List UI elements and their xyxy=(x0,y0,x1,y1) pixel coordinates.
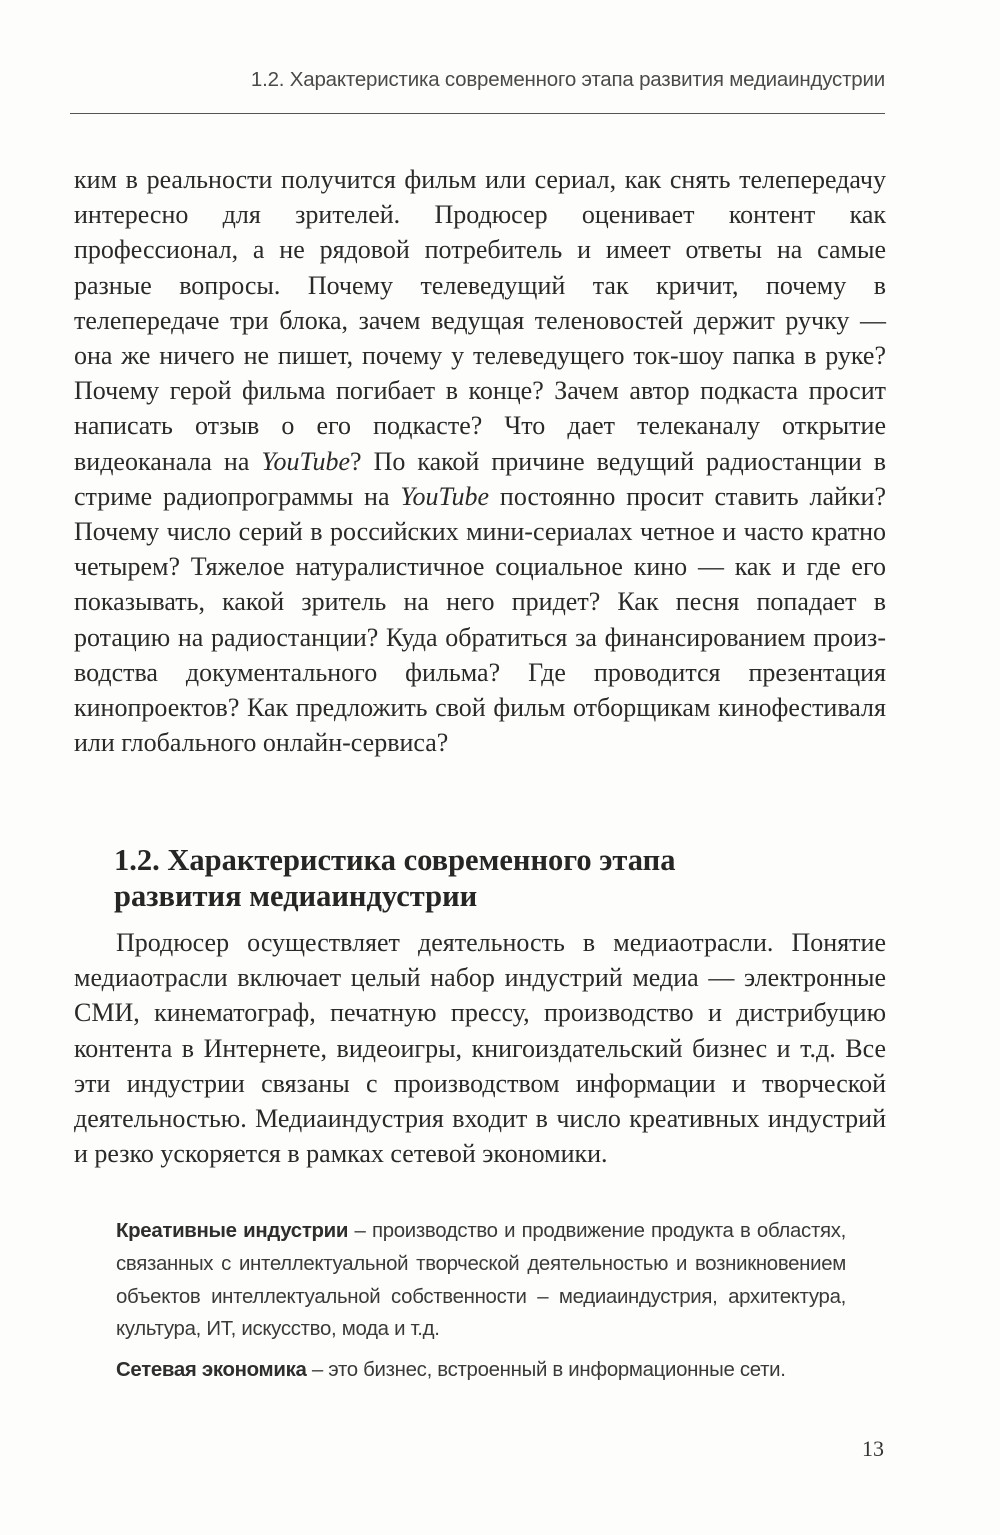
running-head: 1.2. Характеристика современного этапа развития медиаиндустрии xyxy=(250,68,885,91)
body-paragraph-2: Продюсер осуществляет деятельность в медиаотрасли. Понятие медиаотрасли включает целый набор индустрий медиа — электронные СМИ, кинематограф, печатную прессу, производство и дистрибуцию контента в Интернете, видеоигры, книгоиздательский бизнес и т.д. Все эти индустрии связаны с производством информации и творческой деятельностью. Медиаиндустрия входит в число креативных индустрий и резко ускоряется в рамках сетевой экономики. xyxy=(74,928,886,1169)
youtube-italic-1: YouTube xyxy=(261,446,351,476)
section-heading-line-1: 1.2. Характеристика современного этапа xyxy=(114,843,676,877)
page-number: 13 xyxy=(862,1436,884,1461)
definition-creative-industries xyxy=(116,1215,846,1346)
definition-text: – это бизнес, встроенный в информационные сети. xyxy=(306,1359,786,1382)
body-paragraph-1-text-c: постоянно просит ставить лайки? Почему число серий в российских мини-сериалах четное и часто кратно четырем? Тяжелое натуралистичное социальное кино — как и где его показывать, какой зритель на него придет? Как песня попадает в ротацию на радиостанции? Куда обратиться за финансированием производства документального фильма? Где проводится презентация кинопроектов? Как предложить свой фильм отборщикам кинофестиваля или глобального онлайн-сервиса? xyxy=(74,481,886,758)
definition-network-economy xyxy=(116,1354,846,1387)
body-paragraph-1-text-a: ким в реальности получится фильм или сериал, как снять телепередачу интересно для зрителей. Продюсер оценивает контент как профессионал, а не рядовой потребитель и имеет ответы на самые разные вопросы. Почему телеведущий так кричит, почему в телепередаче три блока, зачем ведущая теленовостей держит ручку — она же ничего не пишет, почему у телеведущего ток-шоу папка в руке? Почему герой фильма погибает в конце? Зачем автор подкаста просит написать отзыв о его подкасте? Что дает телеканалу открытие видеоканала на xyxy=(74,165,886,476)
section-heading-line-2: развития медиаиндустрии xyxy=(114,879,478,913)
definition-text: – производство и продвижение продукта в областях, связанных с интеллектуальной творческой деятельностью и возникновением объектов интеллектуальной собственности – медиаиндустрия, архитектура, культура, ИТ, искусство, мода и т.д. xyxy=(116,1220,846,1341)
definition-term: Креативные индустрии xyxy=(116,1220,349,1242)
definition-term: Сетевая экономика xyxy=(116,1359,307,1382)
youtube-italic-2: YouTube xyxy=(400,481,490,511)
definitions-box xyxy=(116,1215,846,1387)
section-heading xyxy=(114,842,874,914)
body-paragraph-1-text-b: ? По какой причине ведущий радиостанции в стриме радиопрограммы на xyxy=(74,446,887,511)
header-divider xyxy=(70,113,885,114)
body-paragraph-1 xyxy=(74,162,886,760)
